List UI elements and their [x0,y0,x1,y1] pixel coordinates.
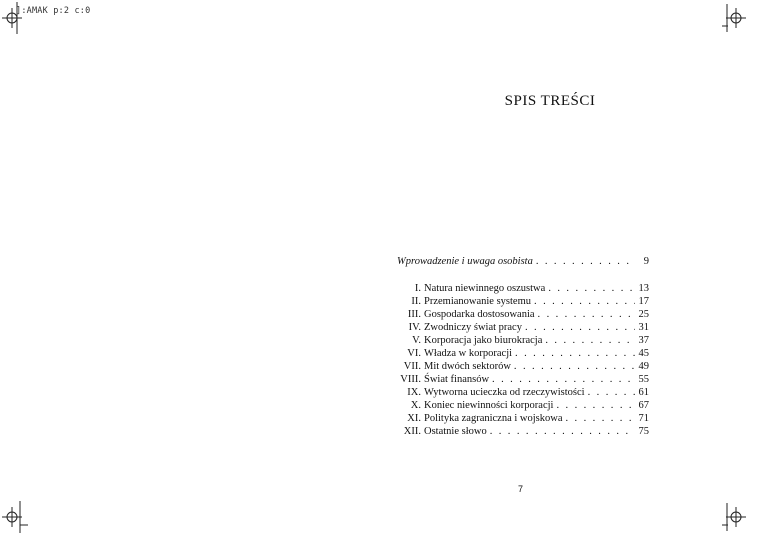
toc-row [385,308,649,321]
toc-row [385,412,649,425]
toc-intro-row [385,255,649,268]
dot-leader [487,425,635,438]
chapter-page: 67 [638,400,649,411]
registration-mark-icon [0,497,38,537]
print-code: ]:AMAK p:2 c:0 [16,6,91,16]
chapter-number: IX. [407,387,421,398]
chapter-title: Gospodarka dostosowania [424,309,535,320]
chapter-number: XII. [403,426,421,437]
toc-row [385,425,649,438]
dot-leader [531,295,635,308]
dot-leader [535,308,635,321]
chapter-title: Świat finansów [424,374,490,385]
chapter-page: 71 [638,413,649,424]
chapter-number: VII. [403,361,421,372]
dot-leader [545,282,635,295]
toc-row [385,282,649,295]
toc-intro-title: Wprowadzenie i uwaga osobista [397,256,533,267]
chapter-number: X. [410,400,421,411]
page-number: 7 [518,484,524,494]
chapter-number: IV. [408,322,421,333]
toc-row [385,386,649,399]
chapter-number: II. [411,296,421,307]
chapter-page: 17 [638,296,649,307]
dot-leader [511,360,635,373]
dot-leader [512,347,635,360]
chapter-page: 55 [638,374,649,385]
chapter-page: 37 [638,335,649,346]
chapter-title: Przemianowanie systemu [424,296,532,307]
page-title: SPIS TREŚCI [504,93,596,109]
toc-row [385,399,649,412]
chapter-number: I. [414,283,421,294]
chapter-page: 49 [638,361,649,372]
toc-row [385,347,649,360]
chapter-number: III. [407,309,421,320]
chapter-page: 61 [638,387,649,398]
chapter-title: Władza w korporacji [424,348,513,359]
dot-leader [585,386,635,399]
chapter-title: Natura niewinnego oszustwa [424,283,546,294]
chapter-page: 75 [638,426,649,437]
dot-leader [563,412,636,425]
registration-mark-icon [718,0,758,38]
chapter-number: V. [412,335,421,346]
dot-leader [553,399,635,412]
chapter-title: Ostatnie słowo [424,426,487,437]
chapter-page: 25 [638,309,649,320]
dot-leader [542,334,635,347]
dot-leader [489,373,635,386]
chapter-title: Mit dwóch sektorów [424,361,511,372]
dot-leader [533,255,635,268]
chapter-page: 31 [638,322,649,333]
toc-row [385,295,649,308]
chapter-page: 13 [638,283,649,294]
toc-row [385,360,649,373]
chapter-number: VI. [407,348,421,359]
dot-leader [522,321,635,334]
toc-row [385,321,649,334]
chapter-number: XI. [407,413,421,424]
chapter-title: Korporacja jako biurokracja [424,335,543,346]
toc-chapter-list [385,282,649,438]
toc-row [385,373,649,386]
registration-mark-icon [718,497,758,537]
chapter-page: 45 [638,348,649,359]
chapter-title: Koniec niewinności korporacji [424,400,554,411]
chapter-title: Wytworna ucieczka od rzeczywistości [424,387,585,398]
toc-row [385,334,649,347]
chapter-title: Zwodniczy świat pracy [424,322,522,333]
chapter-number: VIII. [400,374,421,385]
chapter-title: Polityka zagraniczna i wojskowa [424,413,563,424]
toc-intro-page: 9 [643,256,649,267]
